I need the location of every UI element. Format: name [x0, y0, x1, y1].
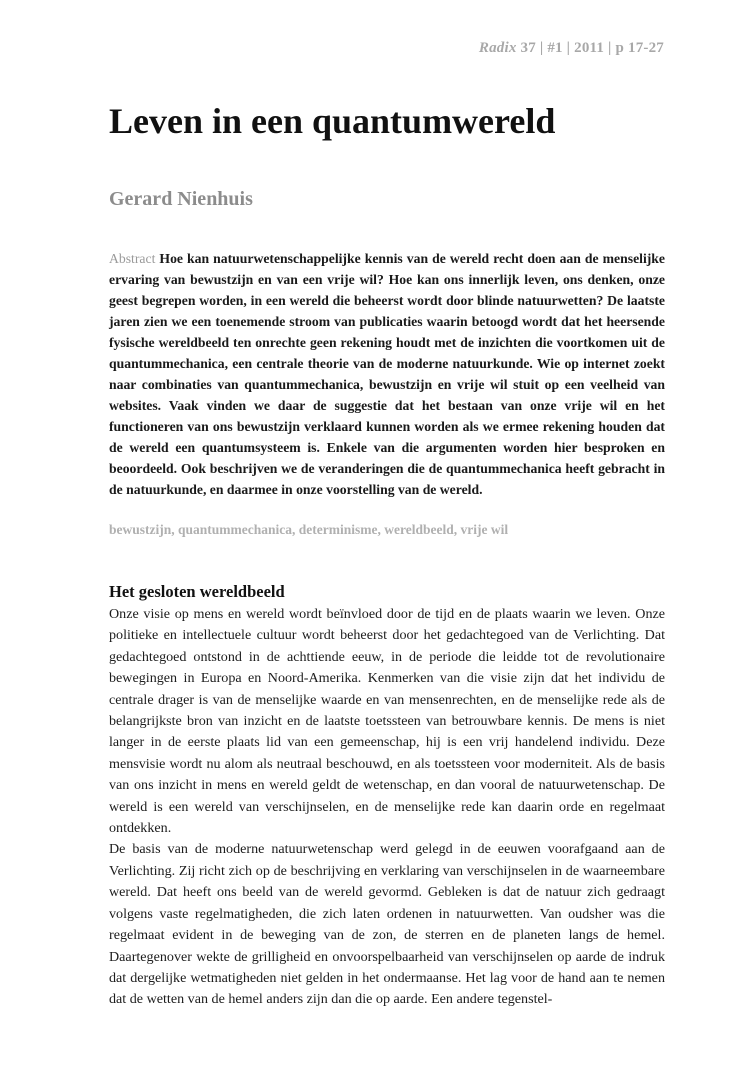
body-paragraph: Onze visie op mens en wereld wordt beïnvloed door de tijd en de plaats waarin we leven. Onze politieke en intellectuele cultuur wordt beheerst door het gedachtegoed van de Verlichting. Dat gedachtegoed ontstond in de achttiende eeuw, in de periode die leidde tot de revolutionaire bewegingen in Europa en Noord-Amerika. Kenmerken van die visie zijn dat het individu de centrale drager is van de menselijke waarde en van mensenrechten, en de menselijke rede als de belangrijkste bron van inzicht en de laatste toetssteen van betrouwbare kennis. De mens is niet langer in de eerste plaats lid van een gemeenschap, hij is een vrij handelend individu. Deze mensvisie wordt nu alom als neutraal beschouwd, en als toetssteen voor moderniteit. Als de basis van ons inzicht in mens en wereld geldt de wetenschap, en dan vooral de natuurwetenschap. De wereld is een wereld van verschijnselen, en de menselijke rede kan daarin orde en regelmaat ontdekken. [109, 606, 665, 837]
journal-name: Radix [478, 40, 517, 56]
section-body [109, 604, 665, 1011]
abstract [109, 248, 665, 500]
citation-info: 37 | #1 | 2011 | p 17-27 [516, 40, 664, 56]
abstract-text: Hoe kan natuurwetenschappelijke kennis van de wereld recht doen aan de menselijke ervaring van bewustzijn en van een vrije wil? Hoe kan ons innerlijk leven, ons denken, onze geest begrepen worden, in een wereld die beheerst wordt door blinde natuurwetten? De laatste jaren zien we een toenemende stroom van publicaties waarin betoogd wordt dat het heersende fysische wereldbeeld ten onrechte geen rekening houdt met de inzichten die voortkomen uit de quantummechanica, een centrale theorie van de moderne natuurkunde. Wie op internet zoekt naar combinaties van quantummechanica, bewustzijn en vrije wil stuit op een veelheid van websites. Vaak vinden we daar de suggestie dat het bestaan van onze vrije wil en het functioneren van ons bewustzijn verklaard kunnen worden als we ermee rekening houden dat de wereld een quantumsysteem is. Enkele van die argumenten worden hier besproken en beoordeeld. Ook beschrijven we de veranderingen die de quantummechanica heeft gebracht in de natuurkunde, en daarmee in onze voorstelling van de wereld. [109, 251, 665, 497]
article-author: Gerard Nienhuis [109, 188, 253, 210]
article-title: Leven in een quantumwereld [109, 101, 556, 141]
keywords: bewustzijn, quantummechanica, determinisme, wereldbeeld, vrije wil [109, 522, 509, 537]
abstract-label: Abstract [109, 251, 156, 266]
running-head [479, 40, 664, 57]
section-heading: Het gesloten wereldbeeld [109, 582, 285, 601]
body-paragraph: De basis van de moderne natuurwetenschap werd gelegd in de eeuwen voorafgaand aan de Verlichting. Zij richt zich op de beschrijving en verklaring van verschijnselen in de waarneembare wereld. Dat heeft ons beeld van de wereld gevormd. Gebleken is dat de natuur zich gedraagt volgens vaste regelmatigheden, die zich laten ordenen in natuurwetten. Van oudsher was die regelmaat evident in de beweging van de zon, de sterren en de planeten langs de hemel. Daartegenover wekte de grilligheid en onvoorspelbaarheid van verschijnselen op aarde de indruk dat dergelijke wetmatigheden niet gelden in het ondermaanse. Het lag voor de hand aan te nemen dat de wetten van de hemel anders zijn dan die op aarde. Een andere tegenstel- [109, 841, 665, 1008]
